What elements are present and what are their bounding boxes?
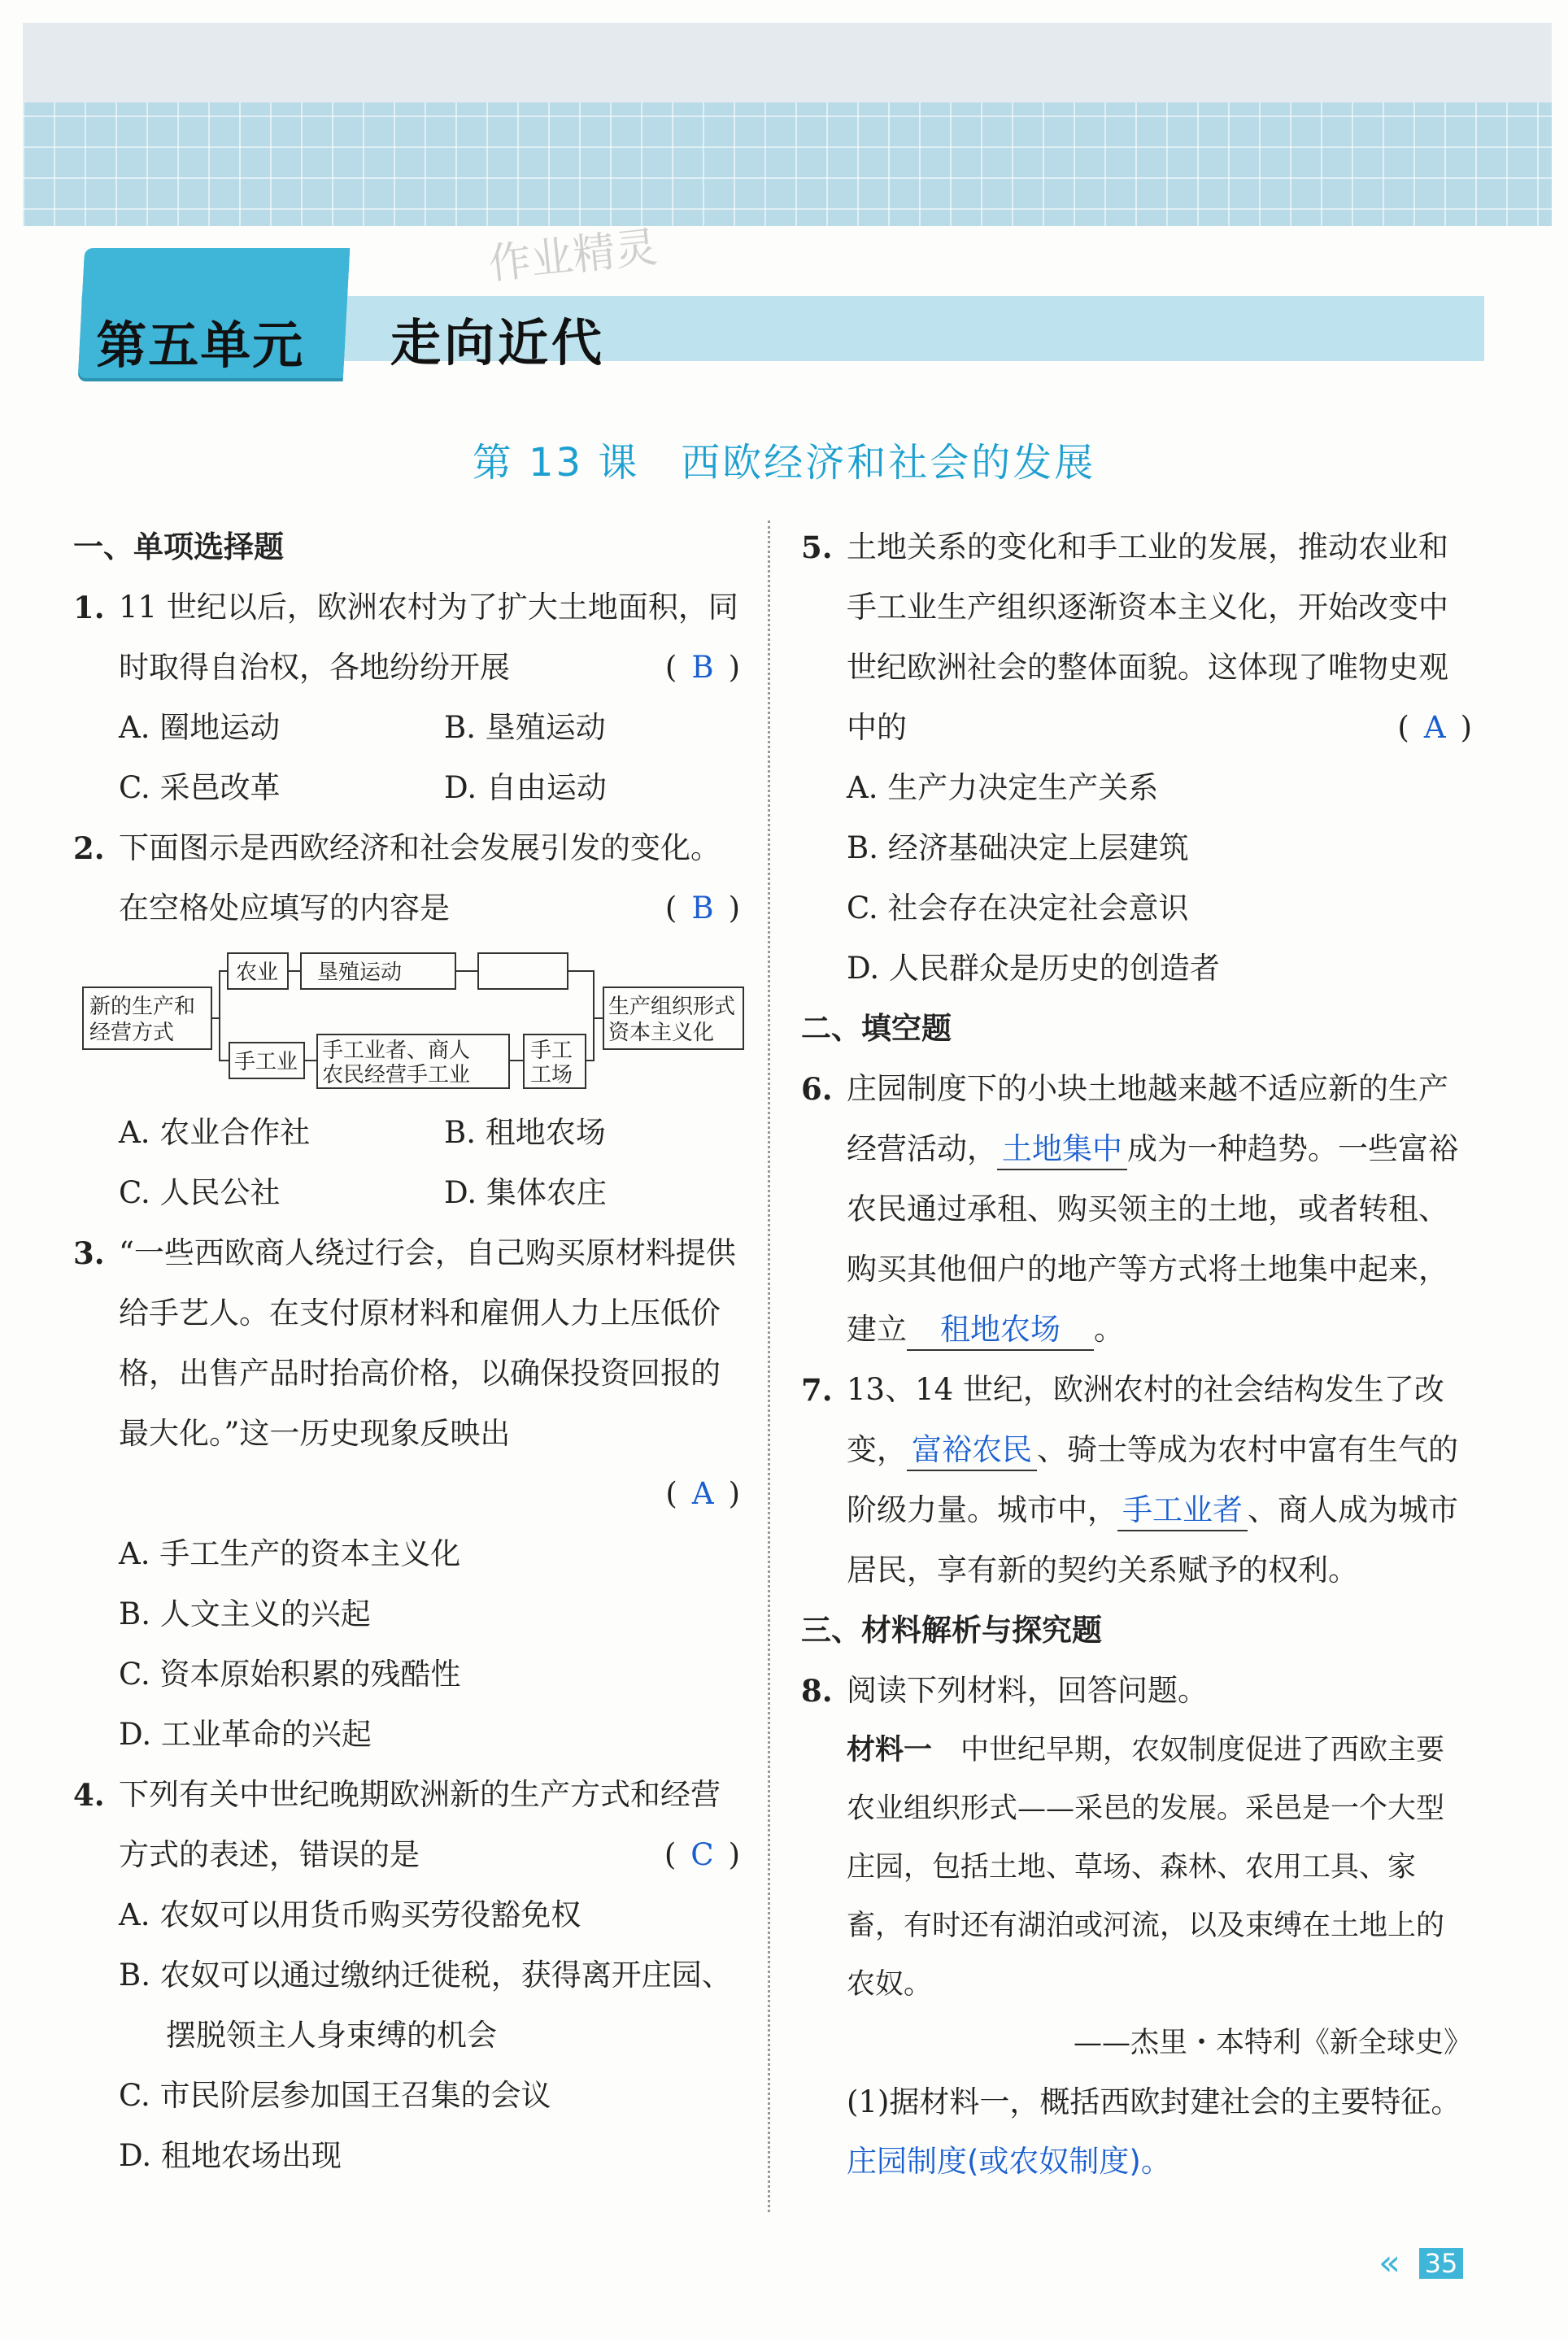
answer-bracket: ( A ) (1397, 710, 1472, 745)
option-c: C. 人民公社 (119, 1175, 281, 1210)
material-text: 中世纪早期，农奴制度促进了西欧主要农业组织形式——采邑的发展。采邑是一个大型庄园，包括土地、草场、森林、农用工具、家畜，有时还有湖泊或河流，以及束缚在土地上的农奴。 (847, 1734, 1445, 2001)
question-2 (73, 818, 740, 939)
question-3 (73, 1223, 740, 1524)
question-text: 成为一种趋势。一些富裕农民通过承租、购买领主的土地，或者转租、购买其他佃户的地产等方式将土地集中起来，建立 (847, 1131, 1458, 1347)
options (73, 1885, 740, 2186)
section-heading: 三、材料解析与探究题 (801, 1613, 1102, 1648)
diagram-hand: 手工业 (234, 1050, 298, 1074)
page-number: 35 (1419, 2248, 1463, 2279)
option-b: B. 经济基础决定上层建筑 (847, 830, 1189, 865)
question-text: 、商人成为城市居民，享有新的契约关系赋予的权利。 (847, 1492, 1458, 1588)
unit-title: 走向近代 (390, 313, 606, 372)
left-column (73, 517, 740, 2186)
sub-question-1 (801, 2072, 1472, 2132)
option-d: D. 集体农庄 (444, 1175, 607, 1210)
question-4 (73, 1765, 740, 1885)
question-text: 13、14 世纪，欧洲农村的社会结构发生了改变， (847, 1372, 1444, 1467)
answer-bracket: ( C ) (664, 1837, 740, 1872)
answer-value: B (691, 891, 714, 926)
option-a: A. 农业合作社 (119, 1115, 311, 1150)
diagram-kenzhi: 垦殖运动 (317, 960, 403, 985)
option-c: C. 资本原始积累的残酷性 (119, 1657, 461, 1692)
fill-blank-answer: 土地集中 (997, 1130, 1127, 1170)
question-number: 7. (801, 1372, 833, 1408)
question-text: 。 (1094, 1312, 1124, 1347)
question-number: 3. (73, 1235, 105, 1271)
question-text: 庄园制度下的小块土地越来越不适应新的生产经营活动， (847, 1071, 1448, 1166)
option-c: C. 市民阶层参加国王召集的会议 (119, 2078, 551, 2113)
diagram-agri: 农业 (236, 960, 279, 985)
lesson-title: 第 13 课 西欧经济和社会的发展 (472, 440, 1096, 486)
answer-value: A (1423, 710, 1446, 745)
options (73, 1524, 740, 1765)
option-d: D. 自由运动 (444, 770, 607, 805)
option-a: A. 农奴可以用货币购买劳役豁免权 (119, 1897, 581, 1932)
diagram-mid-line1: 手工业者、商人 (322, 1039, 471, 1063)
question-text: 土地关系的变化和手工业的发展，推动农业和手工业生产组织逐渐资本主义化，开始改变中世纪欧洲社会的整体面貌。这体现了唯物史观中的 (847, 529, 1448, 745)
material-1 (801, 1721, 1472, 2014)
option-b: B. 农奴可以通过缴纳迁徙税，获得离开庄园、摆脱领主人身束缚的机会 (119, 1958, 732, 2053)
option-b: B. 人文主义的兴起 (119, 1596, 371, 1631)
question-text: 下面图示是西欧经济和社会发展引发的变化。在空格处应填写的内容是 (119, 830, 721, 926)
question-number: 2. (73, 830, 105, 866)
unit-label-box (78, 248, 350, 378)
question-text: 阅读下列材料，回答问题。 (847, 1673, 1208, 1708)
header-band (23, 23, 1552, 226)
double-chevron-left-icon: « (1379, 2242, 1400, 2284)
question-text: 、骑士等成为农村中富有生气的阶级力量。城市中， (847, 1432, 1458, 1527)
answer-value: C (690, 1837, 714, 1872)
diagram-left-line1: 新的生产和 (89, 995, 196, 1019)
question-7 (801, 1360, 1472, 1601)
question-number: 5. (801, 529, 833, 565)
question-6 (801, 1059, 1472, 1360)
option-c: C. 采邑改革 (119, 770, 281, 805)
sub-question-text: (1)据材料一，概括西欧封建社会的主要特征。 (847, 2084, 1461, 2119)
watermark: 作业精灵 (486, 223, 660, 290)
option-b: B. 垦殖运动 (444, 710, 606, 745)
answer-bracket: ( A ) (665, 1476, 740, 1511)
option-a: A. 生产力决定生产关系 (847, 770, 1159, 805)
question-text: 11 世纪以后，欧洲农村为了扩大土地面积，同时取得自治权，各地纷纷开展 (119, 590, 738, 685)
answer-bracket: ( B ) (664, 650, 740, 685)
section-heading: 一、单项选择题 (73, 529, 284, 564)
option-b: B. 租地农场 (444, 1115, 606, 1150)
diagram-left-line2: 经营方式 (89, 1021, 175, 1045)
diagram-shop-line2: 工场 (530, 1063, 573, 1087)
fill-blank-answer: 富裕农民 (907, 1431, 1037, 1471)
answer-value: B (691, 650, 714, 685)
option-c: C. 社会存在决定社会意识 (847, 891, 1189, 926)
question-text: 下列有关中世纪晚期欧洲新的生产方式和经营方式的表述，错误的是 (119, 1777, 721, 1872)
diagram-right-line1: 生产组织形式 (608, 995, 736, 1019)
answer-value: A (691, 1476, 714, 1511)
question-1 (73, 577, 740, 698)
question-number: 8. (801, 1673, 833, 1709)
material-source: ——杰里・本特利《新全球史》 (1073, 2027, 1472, 2059)
question-number: 6. (801, 1071, 833, 1107)
question-8 (801, 1661, 1472, 1721)
diagram-mid-line2: 农民经营手工业 (322, 1063, 471, 1087)
question-number: 1. (73, 590, 105, 625)
question-text: “一些西欧商人绕过行会，自己购买原材料提供给手艺人。在支付原材料和雇佣人力上压低价格，出售产品时抬高价格，以确保投资回报的最大化。”这一历史现象反映出 (119, 1235, 736, 1451)
fill-blank-answer: 手工业者 (1117, 1491, 1248, 1531)
answer-bracket: ( B ) (664, 891, 740, 926)
options (73, 1103, 740, 1223)
material-label: 材料一 (847, 1734, 933, 1766)
page-number-badge (1379, 2242, 1468, 2284)
option-a: A. 手工生产的资本主义化 (119, 1536, 461, 1571)
section-heading: 二、填空题 (801, 1011, 952, 1046)
right-column (801, 517, 1472, 2191)
diagram-shop-line1: 手工 (530, 1039, 573, 1063)
option-d: D. 工业革命的兴起 (119, 1717, 372, 1752)
option-d: D. 人民群众是历史的创造者 (847, 951, 1220, 986)
question-5 (801, 517, 1472, 758)
unit-label: 第五单元 (96, 316, 305, 375)
options (73, 698, 740, 818)
diagram-right-line2: 资本主义化 (608, 1021, 715, 1045)
diagram-box-blank (478, 953, 568, 989)
header-top-strip (23, 23, 1552, 102)
option-a: A. 圈地运动 (119, 710, 281, 745)
option-d: D. 租地农场出现 (119, 2138, 342, 2173)
sub-question-1-answer: 庄园制度(或农奴制度)。 (847, 2144, 1171, 2179)
fill-blank-answer: 租地农场 (907, 1310, 1094, 1351)
flow-diagram (73, 945, 748, 1100)
question-number: 4. (73, 1777, 105, 1813)
options (801, 758, 1472, 999)
